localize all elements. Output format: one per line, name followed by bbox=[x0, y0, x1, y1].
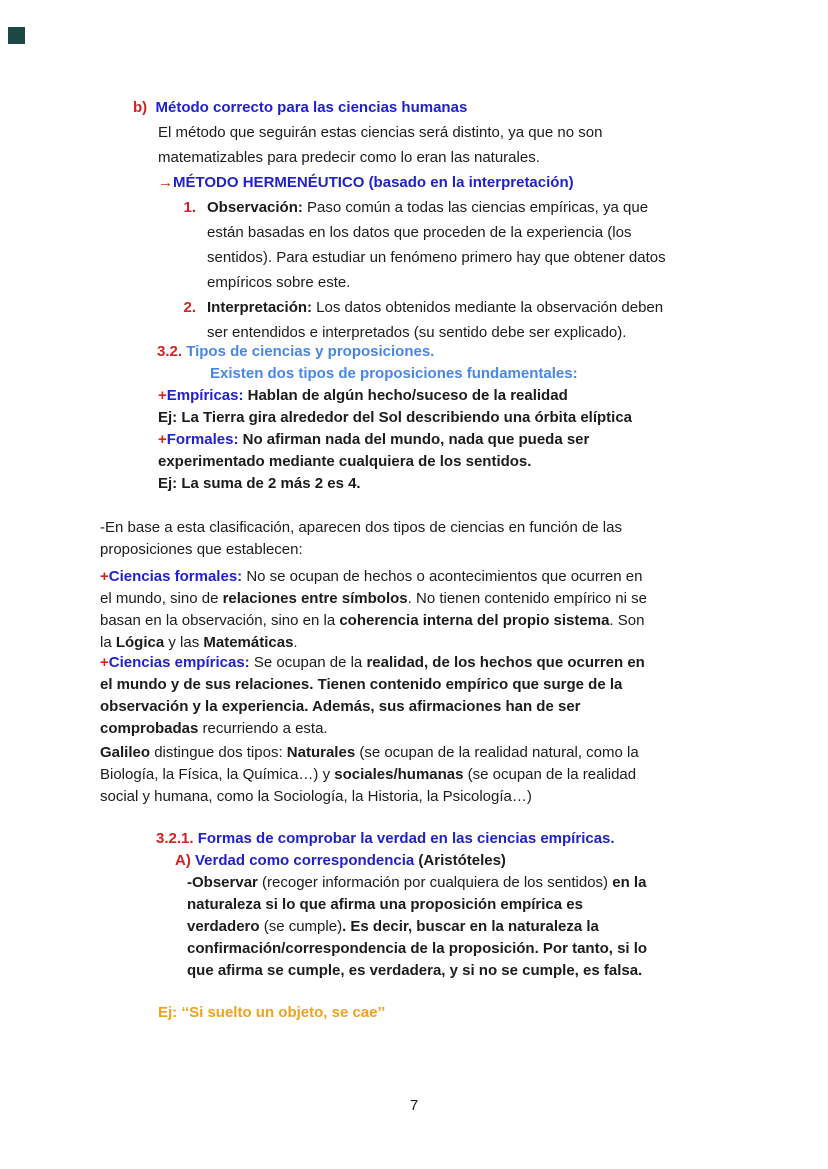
text-run: 3.2. bbox=[157, 343, 183, 360]
text-run: Biología, la Física, la Química…) y bbox=[100, 766, 335, 783]
text-run: comprobadas bbox=[100, 720, 199, 737]
text-run: Método correcto para las ciencias humanas bbox=[147, 99, 468, 116]
text-run: Los datos obtenidos mediante la observación deben bbox=[312, 299, 664, 316]
text-run: Matemáticas bbox=[203, 634, 294, 651]
text-run: A) bbox=[175, 852, 191, 869]
paragraph-observar bbox=[187, 872, 647, 982]
text-run: sentidos). Para estudiar un fenómeno primero hay que obtener datos bbox=[207, 249, 666, 266]
subheading-existen bbox=[210, 363, 578, 385]
text-run: el mundo, sino de bbox=[100, 590, 223, 607]
heading-b bbox=[133, 95, 467, 120]
text-run: en la bbox=[612, 874, 647, 891]
text-run: -En base a esta clasificación, aparecen dos tipos de ciencias en función de las bbox=[100, 519, 622, 536]
text-line bbox=[100, 718, 645, 740]
text-line bbox=[207, 270, 666, 295]
text-line bbox=[187, 938, 647, 960]
text-line bbox=[100, 539, 622, 561]
text-run: (se cumple) bbox=[259, 918, 343, 935]
text-line bbox=[158, 145, 602, 170]
text-run: No afirman nada del mundo, nada que pueda ser bbox=[238, 431, 590, 448]
paragraph-ciencias-formales bbox=[100, 566, 647, 654]
heading-3-2-1 bbox=[156, 828, 615, 850]
text-run: Galileo bbox=[100, 744, 151, 761]
text-run: (se ocupan de la realidad natural, como la bbox=[355, 744, 639, 761]
text-run: Empíricas: bbox=[166, 387, 244, 404]
text-line bbox=[157, 341, 434, 363]
text-line bbox=[183, 195, 666, 220]
text-run: observación y la experiencia. Además, sus afirmaciones han de ser bbox=[100, 698, 581, 715]
text-run: No se ocupan de hechos o acontecimientos que ocurren en bbox=[242, 568, 643, 585]
text-run: distingue dos tipos: bbox=[150, 744, 287, 761]
text-line bbox=[133, 95, 467, 120]
text-run: (recoger información por cualquiera de los sentidos) bbox=[257, 874, 613, 891]
paragraph-ciencias-empiricas bbox=[100, 652, 645, 740]
text-run: Paso común a todas las ciencias empíricas, ya que bbox=[302, 199, 649, 216]
heading-metodo-hermeneutico bbox=[158, 170, 574, 195]
text-run: proposiciones que establecen: bbox=[100, 541, 303, 558]
text-run: b) bbox=[133, 99, 148, 116]
text-line bbox=[100, 632, 647, 654]
text-run: Existen dos tipos de proposiciones fundamentales: bbox=[210, 365, 578, 382]
text-run: están basadas en los datos que proceden de la experiencia (los bbox=[207, 224, 632, 241]
text-line bbox=[175, 850, 506, 872]
text-run: Formas de comprobar la verdad en las ciencias empíricas. bbox=[193, 830, 615, 847]
text-line bbox=[100, 696, 645, 718]
text-run: el mundo y de sus relaciones. Tienen contenido empírico que surge de la bbox=[100, 676, 623, 693]
heading-3-2 bbox=[157, 341, 434, 363]
text-run: Lógica bbox=[115, 634, 165, 651]
text-line bbox=[158, 451, 589, 473]
text-line bbox=[183, 295, 664, 320]
example-suma bbox=[158, 473, 361, 495]
text-run: Se ocupan de la bbox=[249, 654, 367, 671]
text-line bbox=[156, 828, 615, 850]
text-run: 1. bbox=[183, 199, 196, 216]
text-line bbox=[100, 674, 645, 696]
text-line bbox=[100, 764, 639, 786]
text-run: . No tienen contenido empírico ni se bbox=[407, 590, 647, 607]
text-run: Hablan de algún hecho/suceso de la realidad bbox=[243, 387, 568, 404]
text-run: verdadero bbox=[187, 918, 260, 935]
text-run: matematizables para predecir como lo eran las naturales. bbox=[158, 149, 540, 166]
paragraph-galileo bbox=[100, 742, 639, 808]
list-item-observacion bbox=[183, 195, 666, 295]
text-run: Naturales bbox=[286, 744, 356, 761]
text-line bbox=[158, 170, 574, 195]
text-line bbox=[158, 120, 602, 145]
text-line bbox=[207, 220, 666, 245]
text-line bbox=[100, 517, 622, 539]
text-run: (Aristóteles) bbox=[414, 852, 506, 869]
text-run: recurriendo a esta. bbox=[198, 720, 328, 737]
text-line bbox=[100, 588, 647, 610]
paragraph-en-base bbox=[100, 517, 622, 561]
text-line bbox=[100, 566, 647, 588]
text-line bbox=[187, 960, 647, 982]
text-line bbox=[158, 407, 632, 429]
text-run: coherencia interna del propio sistema bbox=[339, 612, 610, 629]
text-run: naturaleza si lo que afirma una proposición empírica es bbox=[187, 896, 583, 913]
item-formales bbox=[158, 429, 589, 473]
page-number: 7 bbox=[409, 1097, 419, 1114]
text-line bbox=[210, 363, 578, 385]
text-line bbox=[187, 872, 647, 894]
text-run: basan en la observación, sino en la bbox=[100, 612, 340, 629]
text-run: Formales: bbox=[166, 431, 239, 448]
text-line bbox=[100, 610, 647, 632]
text-run: . Es decir, buscar en la naturaleza la bbox=[342, 918, 599, 935]
text-run: Ciencias empíricas: bbox=[108, 654, 250, 671]
text-run: y las bbox=[164, 634, 204, 651]
text-run: Observación: bbox=[207, 199, 303, 216]
text-run: + bbox=[100, 568, 109, 585]
text-line bbox=[100, 786, 639, 808]
list-item-interpretacion bbox=[183, 295, 664, 345]
text-run: realidad, de los hechos que ocurren en bbox=[366, 654, 645, 671]
text-run: + bbox=[100, 654, 109, 671]
text-run: confirmación/correspondencia de la proposición. Por tanto, si lo bbox=[187, 940, 648, 957]
text-run: que afirma se cumple, es verdadera, y si no se cumple, es falsa. bbox=[187, 962, 643, 979]
text-line bbox=[207, 245, 666, 270]
text-run: + bbox=[158, 431, 167, 448]
text-run: relaciones entre símbolos bbox=[222, 590, 408, 607]
text-run: -Observar bbox=[187, 874, 258, 891]
text-run: (se ocupan de la realidad bbox=[463, 766, 637, 783]
paragraph-intro bbox=[158, 120, 602, 170]
text-line bbox=[158, 1002, 385, 1024]
text-line bbox=[158, 429, 589, 451]
text-line bbox=[158, 385, 568, 407]
text-line bbox=[100, 742, 639, 764]
text-line bbox=[158, 473, 361, 495]
text-run: Ej: La Tierra gira alrededor del Sol describiendo una órbita elíptica bbox=[158, 409, 633, 426]
text-run: social y humana, como la Sociología, la Historia, la Psicología…) bbox=[100, 788, 532, 805]
text-run: Tipos de ciencias y proposiciones. bbox=[182, 343, 435, 360]
text-run: Interpretación: bbox=[207, 299, 313, 316]
example-objeto bbox=[158, 1002, 385, 1024]
text-run: la bbox=[100, 634, 116, 651]
text-line bbox=[100, 652, 645, 674]
text-run: . Son bbox=[609, 612, 645, 629]
text-run: sociales/humanas bbox=[334, 766, 464, 783]
text-run: ser entendidos e interpretados (su sentido debe ser explicado). bbox=[207, 324, 627, 341]
text-line bbox=[187, 894, 647, 916]
text-run: Ciencias formales: bbox=[108, 568, 243, 585]
text-run: MÉTODO HERMENÉUTICO (basado en la interpretación) bbox=[173, 174, 574, 191]
example-tierra bbox=[158, 407, 632, 429]
text-run: empíricos sobre este. bbox=[207, 274, 351, 291]
text-line bbox=[187, 916, 647, 938]
text-run: Verdad como correspondencia bbox=[190, 852, 415, 869]
text-run: 3.2.1. bbox=[156, 830, 194, 847]
text-run: El método que seguirán estas ciencias será distinto, ya que no son bbox=[158, 124, 603, 141]
heading-verdad-correspondencia bbox=[175, 850, 506, 872]
text-run: + bbox=[158, 387, 167, 404]
text-run: . bbox=[293, 634, 298, 651]
text-run: Ej: La suma de 2 más 2 es 4. bbox=[158, 475, 361, 492]
text-run: experimentado mediante cualquiera de los sentidos. bbox=[158, 453, 532, 470]
text-run: → bbox=[158, 174, 173, 191]
text-run: Ej: ‘‘Si suelto un objeto, se cae’’ bbox=[158, 1004, 386, 1021]
corner-mark bbox=[8, 27, 25, 44]
text-run: 2. bbox=[183, 299, 196, 316]
item-empiricas bbox=[158, 385, 568, 407]
